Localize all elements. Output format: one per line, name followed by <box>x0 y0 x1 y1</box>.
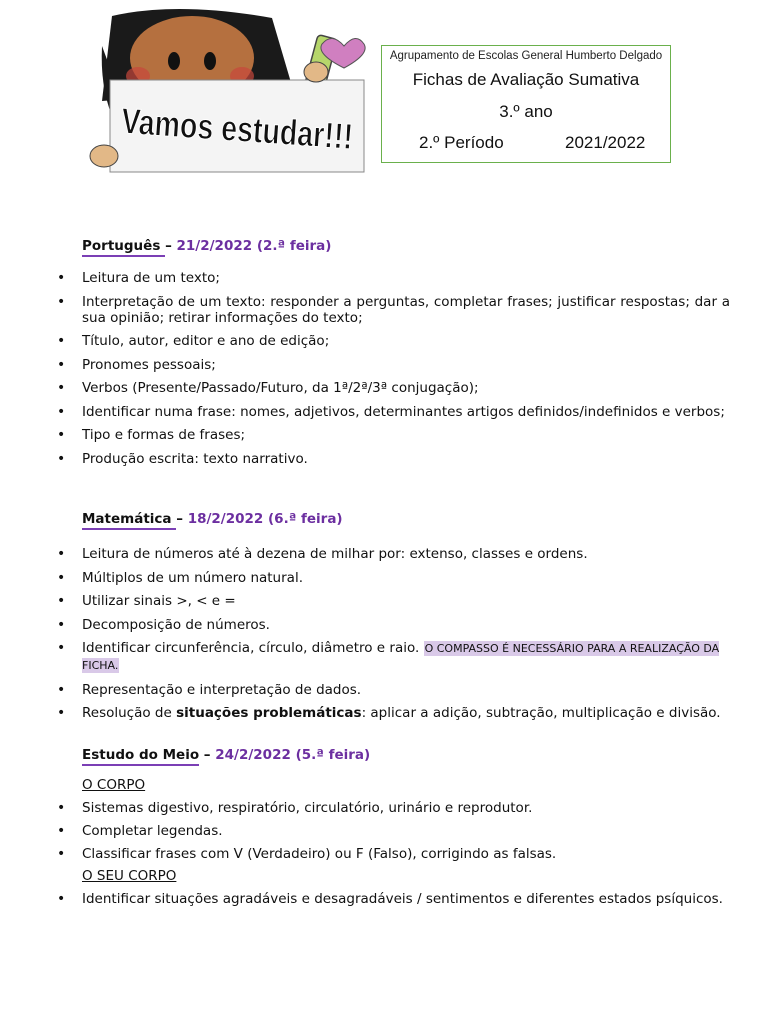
vamos-estudar-illustration <box>82 6 415 176</box>
subject-title: Matemática <box>82 511 176 530</box>
test-date: 24/2/2022 (5.ª feira) <box>215 747 371 763</box>
list-item: • Leitura de números até à dezena de milhar por: extenso, classes e ordens. <box>82 546 730 562</box>
topic-list <box>82 270 730 467</box>
topic-list <box>82 800 730 862</box>
list-item: • Sistemas digestivo, respiratório, circulatório, urinário e reprodutor. <box>82 800 730 816</box>
list-item: • Classificar frases com V (Verdadeiro) ou F (Falso), corrigindo as falsas. <box>82 846 730 862</box>
list-item: • Identificar situações agradáveis e desagradáveis / sentimentos e diferentes estados psíquicos. <box>82 891 730 907</box>
list-item <box>82 640 730 674</box>
school-name: Agrupamento de Escolas General Humberto Delgado <box>389 50 663 62</box>
school-year: 2021/2022 <box>565 133 646 152</box>
compass-note: O COMPASSO É NECESSÁRIO PARA A REALIZAÇÃO DA FICHA. <box>82 642 720 672</box>
topic-list <box>82 891 730 907</box>
heading-dash: – <box>165 238 177 254</box>
list-item: • Representação e interpretação de dados. <box>82 682 730 698</box>
test-date: 21/2/2022 (2.ª feira) <box>176 238 332 254</box>
item-text: Identificar circunferência, círculo, diâmetro e raio. <box>82 640 424 656</box>
list-item: • Múltiplos de um número natural. <box>82 570 730 586</box>
list-item: • Tipo e formas de frases; <box>82 427 730 443</box>
heading-dash: – <box>199 747 216 763</box>
list-item: • Utilizar sinais >, < e = <box>82 593 730 609</box>
list-item: • Produção escrita: texto narrativo. <box>82 451 730 467</box>
list-item: • Interpretação de um texto: responder a perguntas, completar frases; justificar respostas; dar a sua opinião; retirar informações do texto; <box>82 294 730 326</box>
section-portugues <box>82 236 730 474</box>
list-item: • Decomposição de números. <box>82 617 730 633</box>
subsection-title: O SEU CORPO <box>82 868 177 884</box>
list-item <box>82 705 730 721</box>
sign-text: Vamos estudar!!! <box>120 99 415 162</box>
item-text: : aplicar a adição, subtração, multiplicação e divisão. <box>361 705 721 721</box>
subject-title: Português <box>82 238 165 257</box>
list-item: • Pronomes pessoais; <box>82 357 730 373</box>
section-estudo-meio <box>82 745 730 914</box>
item-bold-text: situações problemáticas <box>176 705 362 721</box>
list-item: • Título, autor, editor e ano de edição; <box>82 333 730 349</box>
section-heading <box>82 509 730 529</box>
header-info-box <box>381 45 671 163</box>
subject-title: Estudo do Meio <box>82 747 199 766</box>
section-heading <box>82 745 730 765</box>
list-item: • Verbos (Presente/Passado/Futuro, da 1ª/2ª/3ª conjugação); <box>82 380 730 396</box>
document-title: Fichas de Avaliação Sumativa <box>412 70 640 89</box>
item-text: Resolução de <box>82 705 177 721</box>
subsection-title: O CORPO <box>82 777 146 793</box>
period-label: 2.º Período <box>419 133 504 152</box>
heading-dash: – <box>176 511 188 527</box>
grade-label: 3.º ano <box>499 102 553 121</box>
topic-list <box>82 546 730 721</box>
list-item: • Leitura de um texto; <box>82 270 730 286</box>
list-item: • Completar legendas. <box>82 823 730 839</box>
test-date: 18/2/2022 (6.ª feira) <box>187 511 343 527</box>
section-heading <box>82 236 730 256</box>
list-item: • Identificar numa frase: nomes, adjetivos, determinantes artigos definidos/indefinidos e verbos; <box>82 404 730 420</box>
section-matematica <box>82 509 730 729</box>
